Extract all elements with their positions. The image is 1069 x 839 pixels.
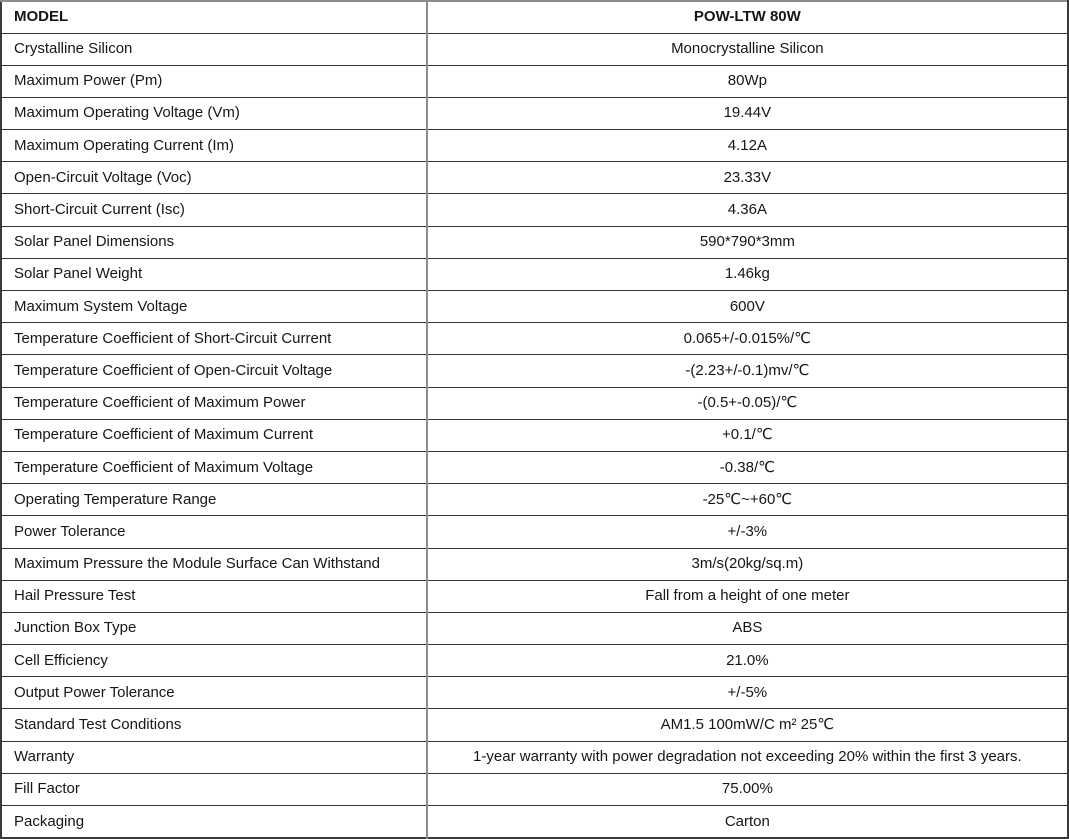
spec-value-cell: +/-3% [427, 516, 1068, 548]
spec-label-cell: Temperature Coefficient of Open-Circuit Voltage [1, 355, 427, 387]
spec-label-cell: Maximum Operating Current (Im) [1, 130, 427, 162]
spec-value-cell: ABS [427, 612, 1068, 644]
spec-label-cell: Solar Panel Weight [1, 258, 427, 290]
table-row [1, 773, 1068, 805]
spec-value-cell: 4.36A [427, 194, 1068, 226]
table-row [1, 612, 1068, 644]
table-row [1, 709, 1068, 741]
table-row [1, 323, 1068, 355]
spec-value-cell: 1.46kg [427, 258, 1068, 290]
spec-label-cell: Power Tolerance [1, 516, 427, 548]
spec-value-cell: 23.33V [427, 162, 1068, 194]
spec-label-cell: Temperature Coefficient of Maximum Voltage [1, 451, 427, 483]
spec-value-cell: Monocrystalline Silicon [427, 33, 1068, 65]
spec-label-cell: Maximum Power (Pm) [1, 65, 427, 97]
spec-value-cell: AM1.5 100mW/C m² 25℃ [427, 709, 1068, 741]
spec-value-cell: 21.0% [427, 645, 1068, 677]
table-row [1, 355, 1068, 387]
table-row [1, 580, 1068, 612]
spec-table-header [1, 1, 1068, 33]
spec-label-cell: Short-Circuit Current (Isc) [1, 194, 427, 226]
spec-value-cell: 19.44V [427, 97, 1068, 129]
spec-label-cell: Crystalline Silicon [1, 33, 427, 65]
spec-label-cell: Maximum System Voltage [1, 291, 427, 323]
spec-value-cell: Fall from a height of one meter [427, 580, 1068, 612]
table-row [1, 226, 1068, 258]
table-row [1, 806, 1068, 839]
spec-table-body [1, 33, 1068, 838]
spec-label-cell: Warranty [1, 741, 427, 773]
spec-label-cell: Solar Panel Dimensions [1, 226, 427, 258]
spec-value-cell: -(0.5+-0.05)/℃ [427, 387, 1068, 419]
spec-value-cell: 75.00% [427, 773, 1068, 805]
spec-value-cell: 600V [427, 291, 1068, 323]
table-row [1, 677, 1068, 709]
spec-value-cell: +/-5% [427, 677, 1068, 709]
table-row [1, 258, 1068, 290]
spec-value-cell: 80Wp [427, 65, 1068, 97]
spec-label-cell: Maximum Operating Voltage (Vm) [1, 97, 427, 129]
table-row [1, 419, 1068, 451]
table-row [1, 516, 1068, 548]
spec-label-cell: Temperature Coefficient of Maximum Power [1, 387, 427, 419]
table-row [1, 451, 1068, 483]
table-row [1, 97, 1068, 129]
table-row [1, 194, 1068, 226]
spec-label-cell: Junction Box Type [1, 612, 427, 644]
table-row [1, 548, 1068, 580]
spec-label-cell: Fill Factor [1, 773, 427, 805]
model-header-cell: MODEL [1, 1, 427, 33]
table-row [1, 162, 1068, 194]
model-value-header-cell: POW-LTW 80W [427, 1, 1068, 33]
spec-value-cell: 4.12A [427, 130, 1068, 162]
spec-label-cell: Cell Efficiency [1, 645, 427, 677]
spec-label-cell: Temperature Coefficient of Short-Circuit Current [1, 323, 427, 355]
spec-label-cell: Temperature Coefficient of Maximum Current [1, 419, 427, 451]
table-row [1, 65, 1068, 97]
spec-label-cell: Maximum Pressure the Module Surface Can Withstand [1, 548, 427, 580]
spec-label-cell: Standard Test Conditions [1, 709, 427, 741]
spec-value-cell: 3m/s(20kg/sq.m) [427, 548, 1068, 580]
table-row [1, 387, 1068, 419]
spec-label-cell: Open-Circuit Voltage (Voc) [1, 162, 427, 194]
table-row [1, 484, 1068, 516]
spec-label-cell: Hail Pressure Test [1, 580, 427, 612]
spec-value-cell: -25℃~+60℃ [427, 484, 1068, 516]
spec-label-cell: Output Power Tolerance [1, 677, 427, 709]
spec-value-cell: -(2.23+/-0.1)mv/℃ [427, 355, 1068, 387]
table-row [1, 645, 1068, 677]
spec-label-cell: Packaging [1, 806, 427, 839]
spec-label-cell: Operating Temperature Range [1, 484, 427, 516]
spec-value-cell: 590*790*3mm [427, 226, 1068, 258]
spec-value-cell: +0.1/℃ [427, 419, 1068, 451]
header-row [1, 1, 1068, 33]
spec-value-cell: 1-year warranty with power degradation not exceeding 20% within the first 3 years. [427, 741, 1068, 773]
spec-value-cell: Carton [427, 806, 1068, 839]
spec-value-cell: -0.38/℃ [427, 451, 1068, 483]
table-row [1, 130, 1068, 162]
table-row [1, 291, 1068, 323]
table-row [1, 33, 1068, 65]
spec-value-cell: 0.065+/-0.015%/℃ [427, 323, 1068, 355]
table-row [1, 741, 1068, 773]
